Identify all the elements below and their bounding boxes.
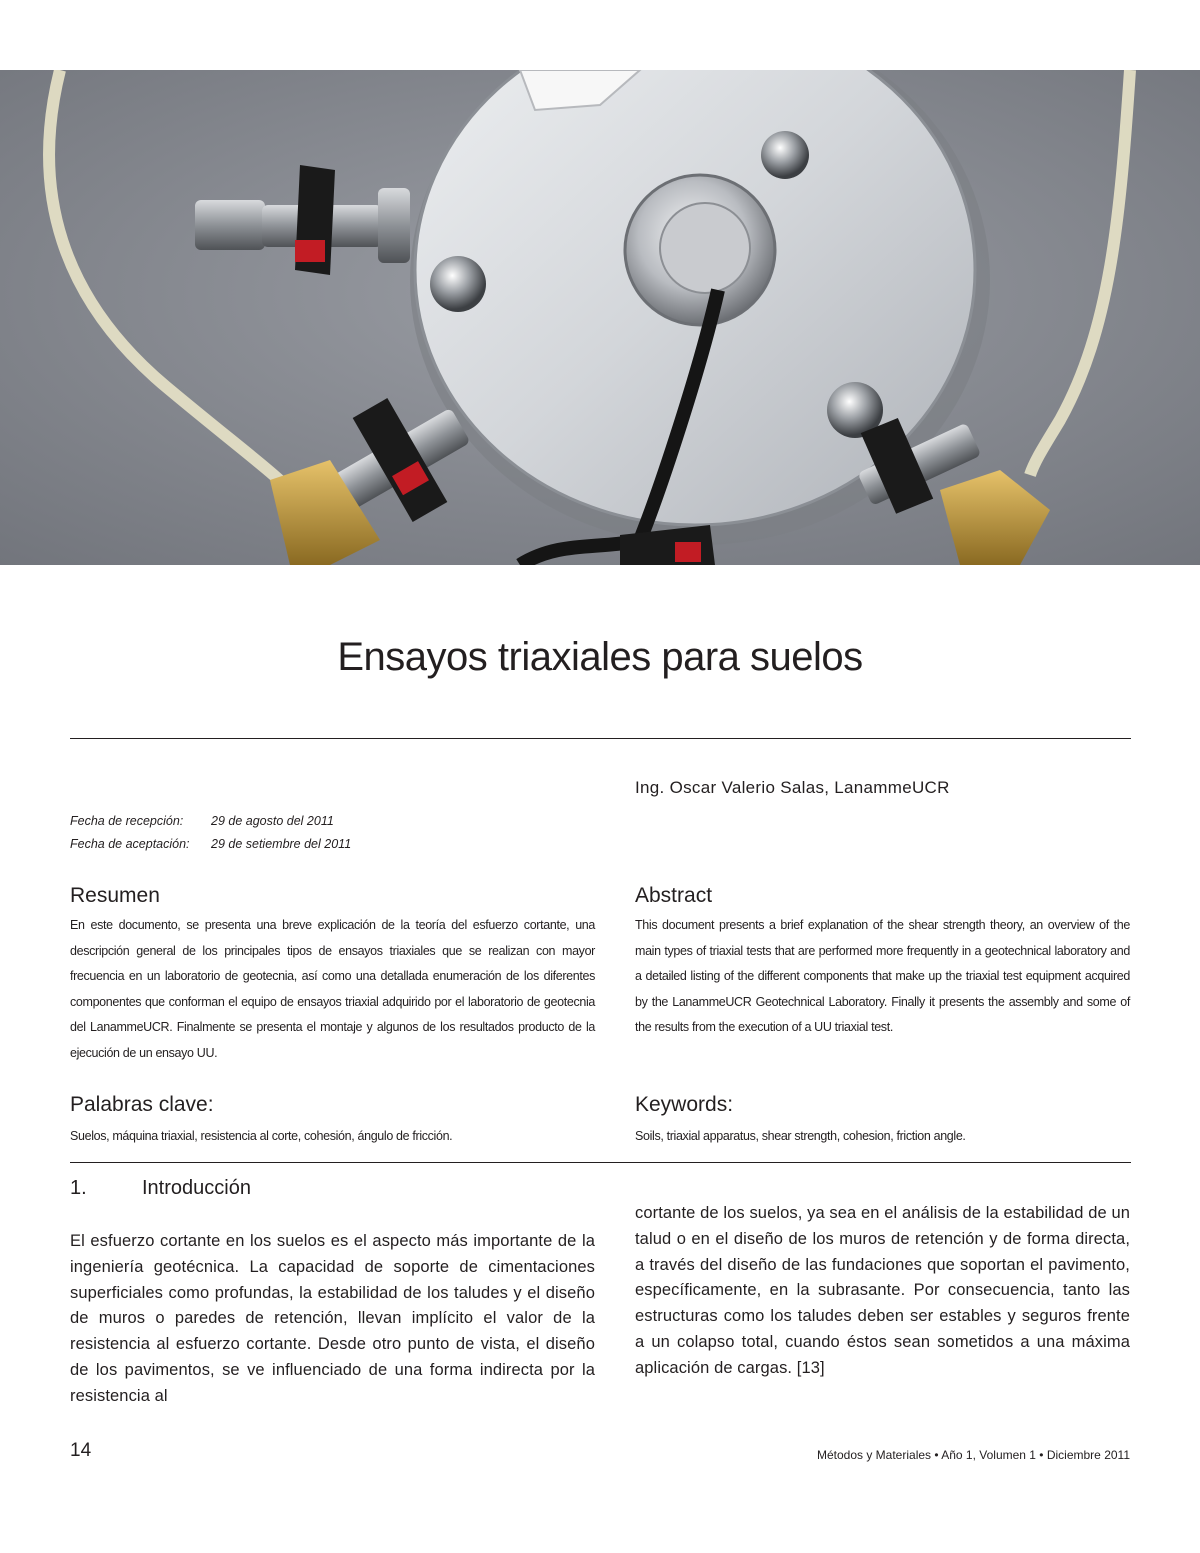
article-dates (70, 810, 351, 856)
resumen-section (70, 883, 595, 1066)
accepted-date-row (70, 833, 351, 856)
abstract-text: This document presents a brief explanation of the shear strength theory, an overview of the main types of triaxial tests that are performed more frequently in a geotechnical laboratory and a detailed listing of the different components that make up the triaxial test equipment acquired by the LanammeUCR Geotechnical Laboratory. Finally it presents the assembly and some of the results from the execution of a UU triaxial test. (635, 918, 1130, 1034)
keywords-divider (70, 1162, 1131, 1163)
palabras-clave-text: Suelos, máquina triaxial, resistencia al corte, cohesión, ángulo de fricción. (70, 1129, 453, 1143)
accepted-value: 29 de setiembre del 2011 (211, 837, 352, 851)
section-number: 1. (70, 1177, 87, 1199)
palabras-clave-heading: Palabras clave: (70, 1093, 214, 1116)
received-value: 29 de agosto del 2011 (211, 814, 334, 828)
author-line: Ing. Oscar Valerio Salas, LanammeUCR (635, 778, 950, 797)
received-label: Fecha de recepción: (70, 814, 184, 828)
header-photo (0, 70, 1200, 565)
resumen-heading: Resumen (70, 884, 160, 907)
intro-right-column (635, 1201, 1130, 1382)
article-title: Ensayos triaxiales para suelos (337, 635, 863, 679)
journal-footer: Métodos y Materiales • Año 1, Volumen 1 • Diciembre 2011 (816, 1448, 1130, 1462)
keywords-heading: Keywords: (635, 1093, 734, 1116)
title-divider (70, 738, 1131, 739)
section-heading (70, 1177, 251, 1200)
accepted-label: Fecha de aceptación: (70, 837, 190, 851)
intro-left-column (70, 1229, 595, 1410)
resumen-text: En este documento, se presenta una breve explicación de la teoría del esfuerzo cortante, una descripción general de los principales tipos de ensayos triaxiales que se realizan con mayor frecuencia en un laboratorio de geotecnia, así como una detallada enumeración de los diferentes componentes que conforman el equipo de ensayos triaxial adquirido por el laboratorio de geotecnia del LanammeUCR. Finalmente se presenta el montaje y algunos de los resultados producto de la ejecución de un ensayo UU. (70, 918, 595, 1060)
abstract-section (635, 883, 1130, 1041)
intro-left-text: El esfuerzo cortante en los suelos es el aspecto más importante de la ingeniería geotécnica. La capacidad de soporte de cimentaciones superficiales como profundas, la estabilidad de los taludes y el diseño de muros o paredes de retención, llevan implícito el valor de la resistencia al esfuerzo cortante. Desde otro punto de vista, el diseño de los pavimentos, se ve influenciado de una forma indirecta por la resistencia al (70, 1232, 595, 1405)
section-title: Introducción (142, 1177, 251, 1199)
page-number: 14 (70, 1440, 92, 1461)
received-date-row (70, 810, 351, 833)
keywords-section (635, 1092, 1130, 1146)
keywords-text: Soils, triaxial apparatus, shear strength, cohesion, friction angle. (635, 1129, 966, 1143)
intro-right-text: cortante de los suelos, ya sea en el análisis de la estabilidad de un talud o en el diseño de los muros de retención y de forma directa, a través del diseño de las fundaciones que soportan el pavimento, específicamente, en la subrasante. Por consecuencia, tanto las estructuras como los taludes deben ser estables y seguros frente a un colapso total, cuando éstos sean sometidos a una máxima aplicación de cargas. [13] (635, 1204, 1130, 1377)
palabras-clave-section (70, 1092, 595, 1146)
abstract-heading: Abstract (635, 884, 713, 907)
